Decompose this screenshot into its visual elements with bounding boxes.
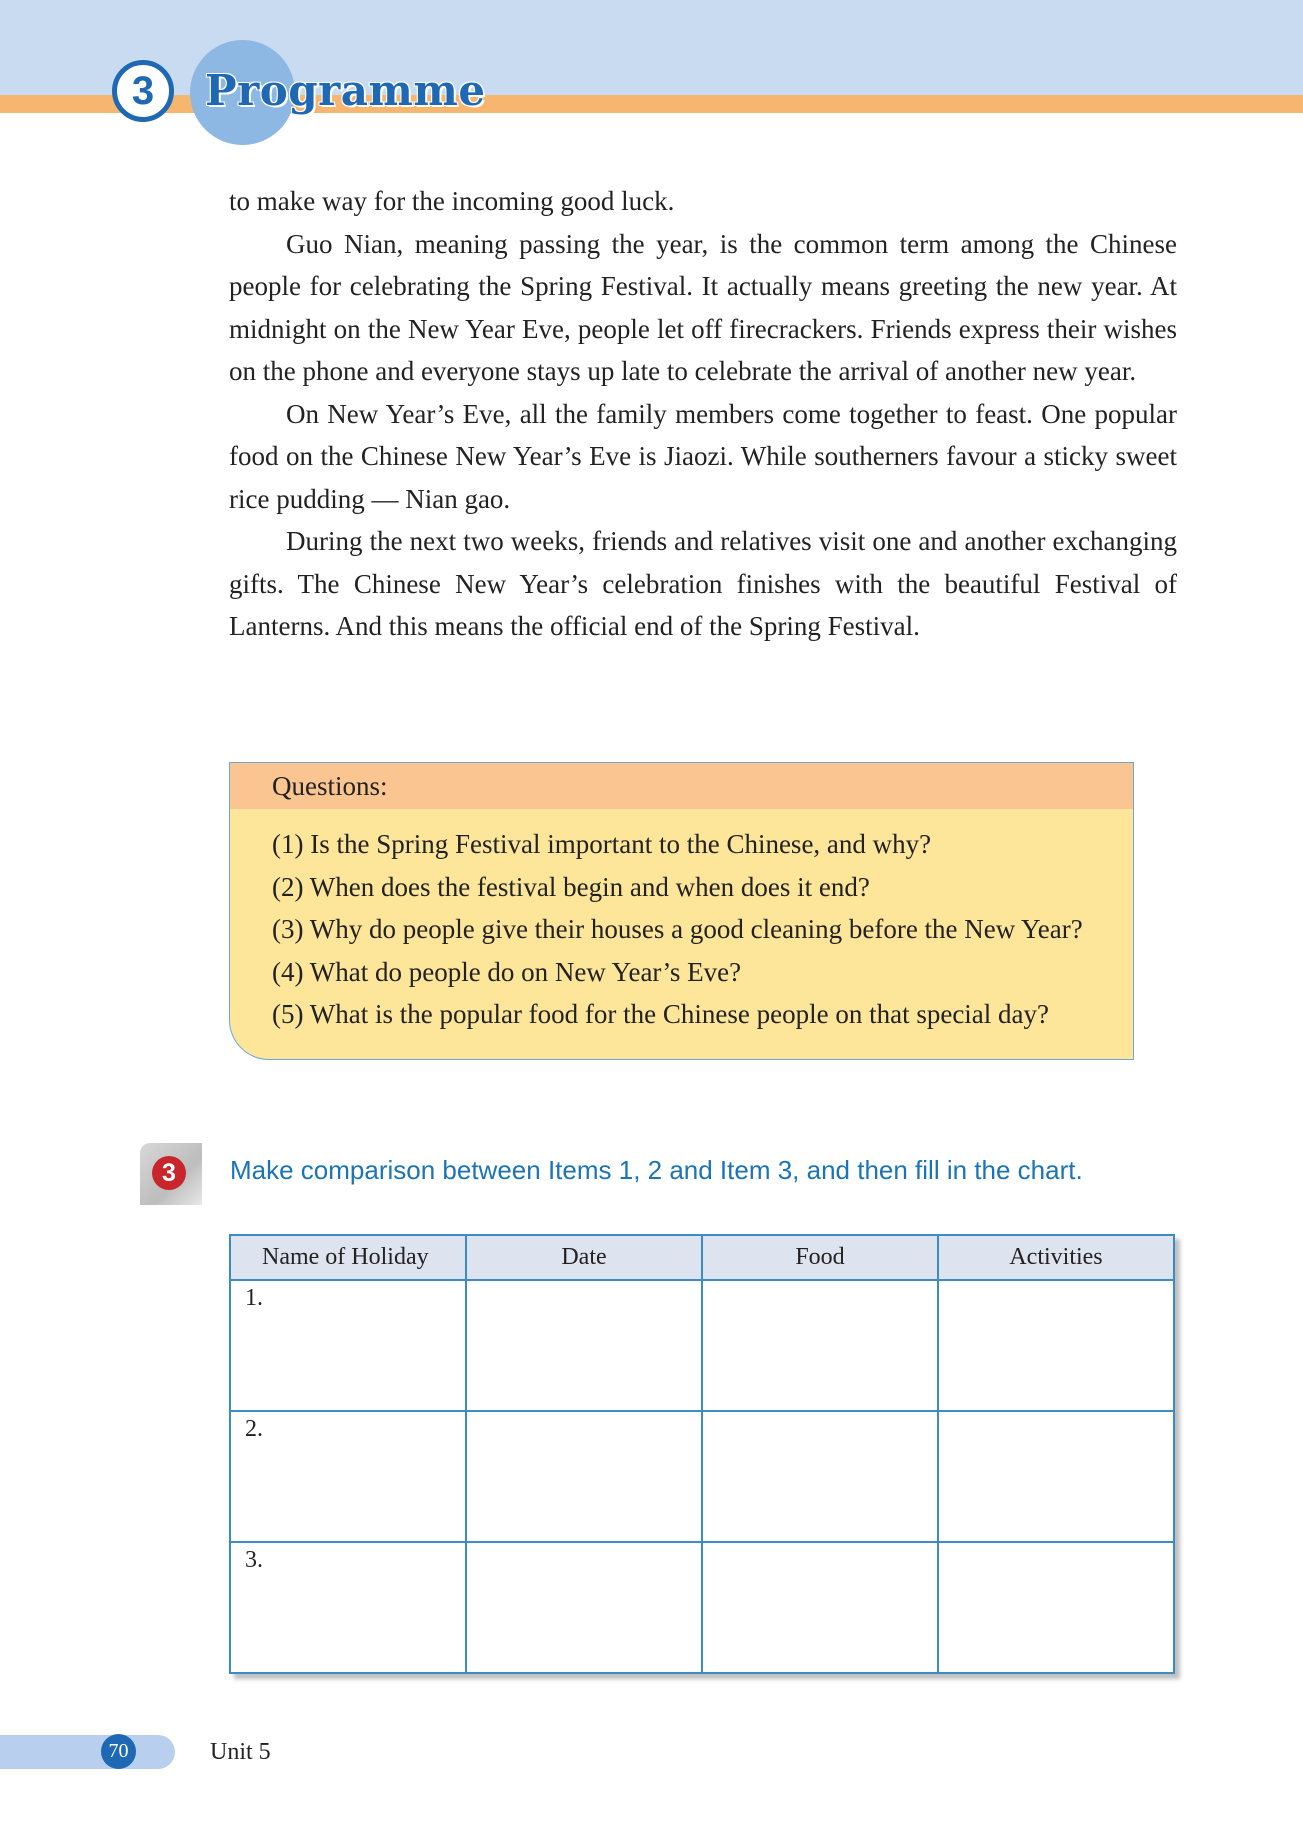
table-row xyxy=(230,1280,1174,1411)
question-item: (1) Is the Spring Festival important to the Chinese, and why? xyxy=(272,829,932,859)
food-cell[interactable] xyxy=(702,1542,938,1673)
comparison-chart xyxy=(229,1234,1175,1674)
activities-cell[interactable] xyxy=(938,1280,1174,1411)
paragraph: During the next two weeks, friends and relatives visit one and another exchanging gifts. The Chinese New Year’s celebration finishes with the beautiful Festival of Lanterns. And this means the official end of the Spring Festival. xyxy=(229,526,1177,641)
unit-label: Unit 5 xyxy=(210,1739,271,1765)
date-cell[interactable] xyxy=(466,1542,702,1673)
exercise-instruction: Make comparison between Items 1, 2 and Item 3, and then fill in the chart. xyxy=(230,1155,1083,1185)
section-number-badge: 3 xyxy=(112,60,174,122)
date-cell[interactable] xyxy=(466,1411,702,1542)
question-item: (2) When does the festival begin and when does it end? xyxy=(272,871,870,902)
paragraph: to make way for the incoming good luck. xyxy=(229,186,675,216)
chart-header-row xyxy=(230,1235,1174,1280)
food-cell[interactable] xyxy=(702,1280,938,1411)
questions-list xyxy=(230,809,1133,1036)
question-item: (5) What is the popular food for the Chinese people on that special day? xyxy=(272,999,1050,1029)
exercise-number-badge: 3 xyxy=(152,1156,186,1190)
column-header-holiday: Name of Holiday xyxy=(230,1235,466,1280)
row-number-cell: 3. xyxy=(230,1542,466,1673)
paragraph: Guo Nian, meaning passing the year, is the common term among the Chinese people for celebrating the Spring Festival. It actually means greeting the new year. At midnight on the New Year Eve, people let off firecrackers. Friends express their wishes on the phone and everyone stays up late to celebrate the arrival of another new year. xyxy=(229,228,1177,386)
reading-passage xyxy=(229,180,1177,648)
questions-box xyxy=(229,762,1134,1060)
column-header-date: Date xyxy=(466,1235,702,1280)
date-cell[interactable] xyxy=(466,1280,702,1411)
activities-cell[interactable] xyxy=(938,1542,1174,1673)
column-header-food: Food xyxy=(702,1235,938,1280)
section-title: Programme xyxy=(205,66,486,115)
table-row xyxy=(230,1542,1174,1673)
questions-heading: Questions: xyxy=(230,763,1133,809)
activities-cell[interactable] xyxy=(938,1411,1174,1542)
question-item: (4) What do people do on New Year’s Eve? xyxy=(272,956,742,987)
paragraph: On New Year’s Eve, all the family members come together to feast. One popular food on the Chinese New Year’s Eve is Jiaozi. While southerners favour a sticky sweet rice pudding — Nian gao. xyxy=(229,398,1177,514)
page-number: 70 xyxy=(101,1734,136,1769)
row-number-cell: 1. xyxy=(230,1280,466,1411)
row-number-cell: 2. xyxy=(230,1411,466,1542)
question-item: (3) Why do people give their houses a good cleaning before the New Year? xyxy=(272,914,1083,944)
footer-bar xyxy=(0,1735,175,1769)
table-row xyxy=(230,1411,1174,1542)
food-cell[interactable] xyxy=(702,1411,938,1542)
column-header-activities: Activities xyxy=(938,1235,1174,1280)
